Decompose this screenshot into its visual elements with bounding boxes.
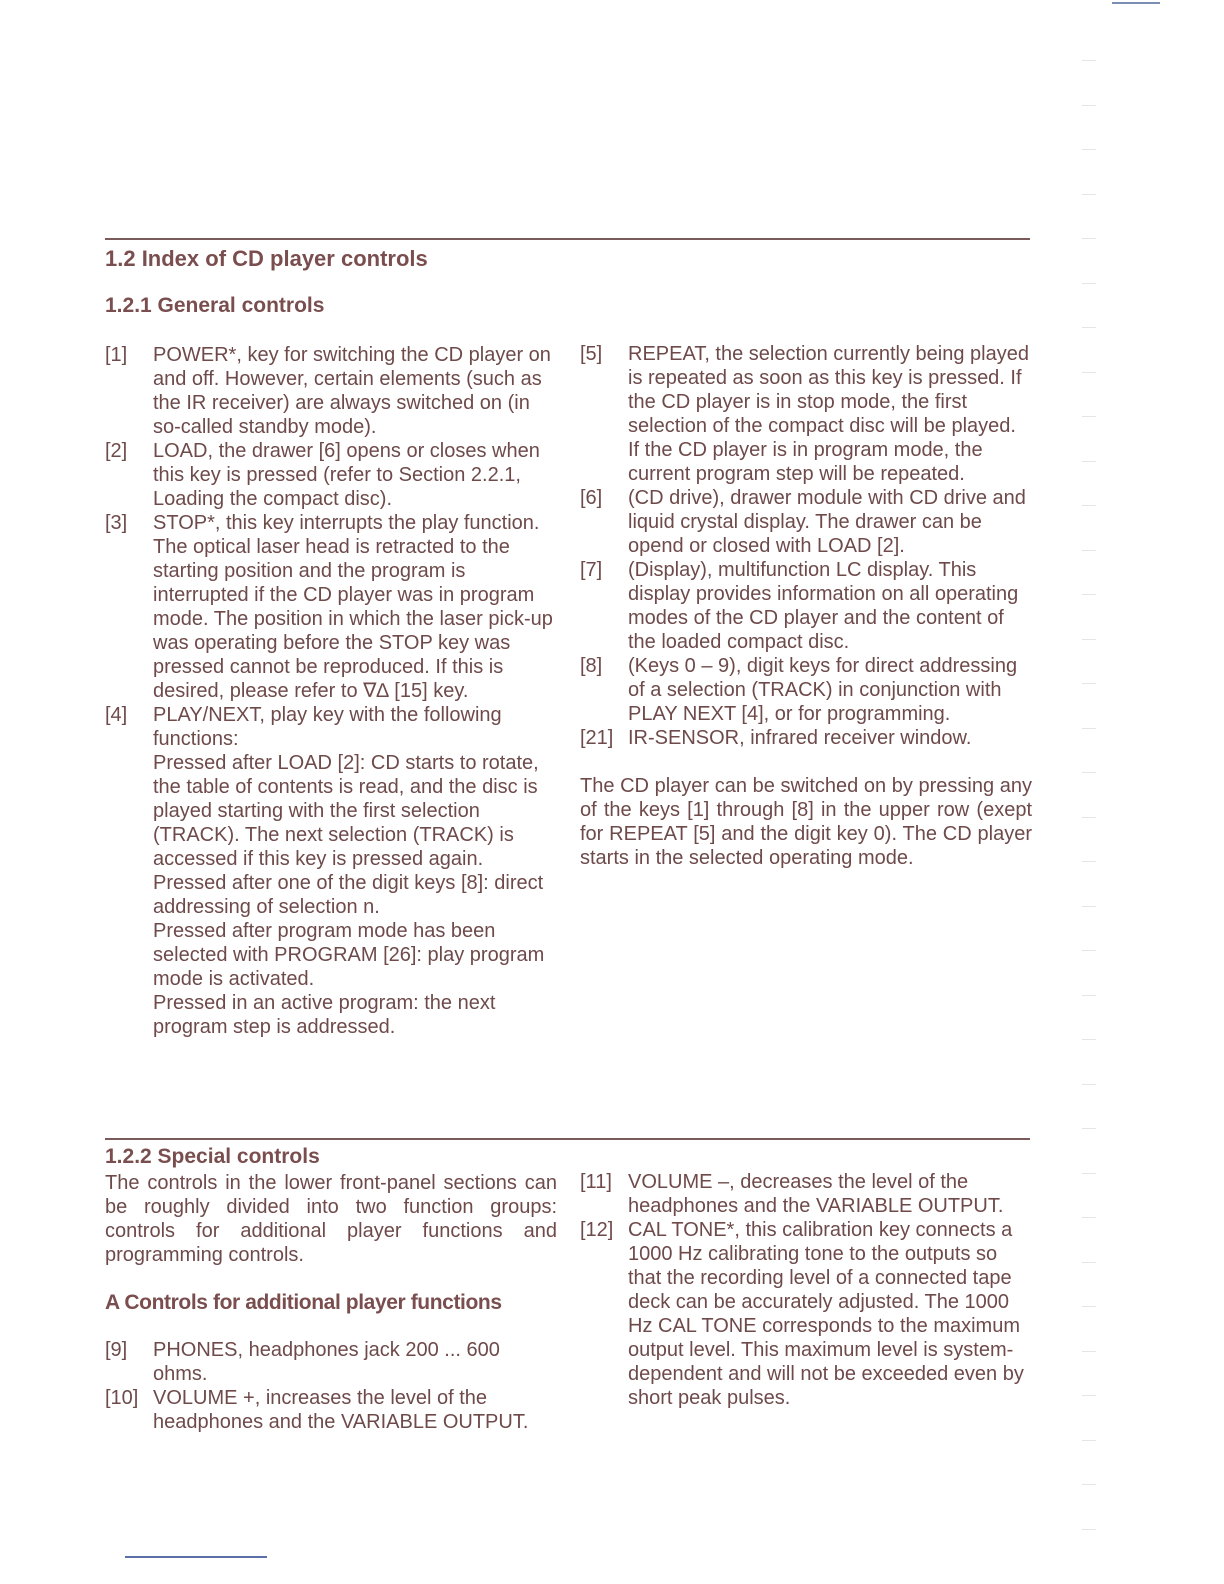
- margin-tick: [1082, 1084, 1096, 1085]
- special-controls-heading: 1.2.2 Special controls: [105, 1145, 320, 1168]
- control-description: [153, 511, 560, 703]
- control-item: [105, 511, 560, 703]
- margin-tick: [1082, 1128, 1096, 1129]
- margin-tick: [1082, 1351, 1096, 1352]
- scan-mark-top: [1112, 2, 1160, 4]
- description-line: Pressed after LOAD [2]: CD starts to rotate, the table of contents is read, and the disc is played starting with the first selection (TRACK). The next selection (TRACK) is accessed if this key is pressed again.: [153, 752, 539, 870]
- description-line: Pressed after one of the digit keys [8]: direct addressing of selection n.: [153, 872, 544, 918]
- general-controls-heading: 1.2.1 General controls: [105, 294, 325, 317]
- control-number: [6]: [580, 487, 603, 509]
- control-description: [628, 726, 1032, 750]
- margin-tick: [1082, 906, 1096, 907]
- margin-tick: [1082, 105, 1096, 106]
- description-line: IR-SENSOR, infrared receiver window.: [628, 727, 972, 749]
- general-right-list: [580, 342, 1032, 750]
- control-description: [153, 1386, 557, 1434]
- control-item: [580, 1170, 1032, 1218]
- description-line: VOLUME +, increases the level of the headphones and the VARIABLE OUTPUT.: [153, 1387, 529, 1433]
- special-intro: The controls in the lower front-panel sections can be roughly divided into two function groups: controls for additional player functions and programming controls.: [105, 1172, 557, 1266]
- margin-tick: [1082, 1484, 1096, 1485]
- margin-tick: [1082, 995, 1096, 996]
- margin-tick: [1082, 60, 1096, 61]
- control-item: [105, 703, 560, 1039]
- margin-tick: [1082, 639, 1096, 640]
- margin-tick: [1082, 149, 1096, 150]
- control-description: [628, 558, 1032, 654]
- margin-tick: [1082, 1217, 1096, 1218]
- control-item: [105, 439, 560, 511]
- description-line: CAL TONE*, this calibration key connects a 1000 Hz calibrating tone to the outputs so that the recording level of a connected tape deck can be accurately adjusted. The 1000 Hz CAL TONE corresponds to the maximum output level. This maximum level is system-dependent and will not be exceeded even by short peak pulses.: [628, 1219, 1024, 1409]
- control-item: [105, 1338, 557, 1386]
- section-title: 1.2 Index of CD player controls: [105, 246, 428, 271]
- control-description: [153, 703, 560, 1039]
- control-number: [10]: [105, 1387, 139, 1409]
- description-line: PHONES, headphones jack 200 ... 600 ohms.: [153, 1339, 500, 1385]
- margin-tick: [1082, 950, 1096, 951]
- margin-tick: [1082, 550, 1096, 551]
- control-number: [3]: [105, 512, 128, 534]
- margin-tick: [1082, 1529, 1096, 1530]
- control-item: [580, 726, 1032, 750]
- description-line: Pressed after program mode has been selected with PROGRAM [26]: play program mode is activated.: [153, 920, 545, 990]
- margin-tick: [1082, 1440, 1096, 1441]
- control-description: [153, 1338, 557, 1386]
- margin-tick: [1082, 238, 1096, 239]
- section-rule-special: [105, 1138, 1030, 1140]
- control-item: [580, 558, 1032, 654]
- margin-tick: [1082, 1039, 1096, 1040]
- control-description: [628, 342, 1032, 486]
- scan-mark-bottom: [125, 1556, 267, 1558]
- control-item: [105, 1386, 557, 1434]
- general-left-column: [105, 343, 560, 1039]
- special-right-column: [580, 1170, 1032, 1410]
- control-number: [11]: [580, 1171, 612, 1193]
- description-line: PLAY/NEXT, play key with the following functions:: [153, 704, 502, 750]
- description-line: (Keys 0 – 9), digit keys for direct addressing of a selection (TRACK) in conjunction with PLAY NEXT [4], or for programming.: [628, 655, 1018, 725]
- description-line: (Display), multifunction LC display. This display provides information on all operating modes of the CD player and the content of the loaded compact disc.: [628, 559, 1019, 653]
- margin-tick: [1082, 861, 1096, 862]
- description-line: POWER*, key for switching the CD player on and off. However, certain elements (such as the IR receiver) are always switched on (in so-called standby mode).: [153, 344, 551, 438]
- description-line: STOP*, this key interrupts the play function. The optical laser head is retracted to the starting position and the program is interrupted if the CD player was in program mode. The position in which the laser pick-up was operating before the STOP key was pressed cannot be reproduced. If this is desired, please refer to ∇∆ [15] key.: [153, 512, 553, 702]
- description-line: (CD drive), drawer module with CD drive and liquid crystal display. The drawer can be opend or closed with LOAD [2].: [628, 487, 1026, 557]
- control-description: [153, 343, 560, 439]
- margin-tick: [1082, 505, 1096, 506]
- control-number: [2]: [105, 440, 128, 462]
- description-line: VOLUME –, decreases the level of the headphones and the VARIABLE OUTPUT.: [628, 1171, 1004, 1217]
- margin-tick: [1082, 772, 1096, 773]
- margin-tick: [1082, 372, 1096, 373]
- section-rule-top: [105, 238, 1030, 240]
- description-line: Pressed in an active program: the next program step is addressed.: [153, 992, 496, 1038]
- control-number: [4]: [105, 704, 128, 726]
- margin-tick: [1082, 817, 1096, 818]
- margin-tick: [1082, 728, 1096, 729]
- control-description: [628, 486, 1032, 558]
- control-number: [1]: [105, 344, 128, 366]
- margin-tick: [1082, 594, 1096, 595]
- special-left-column: [105, 1171, 557, 1434]
- control-item: [105, 343, 560, 439]
- control-description: [628, 654, 1032, 726]
- additional-functions-heading: A Controls for additional player functions: [105, 1291, 502, 1314]
- margin-tick: [1082, 1173, 1096, 1174]
- margin-tick: [1082, 1395, 1096, 1396]
- margin-tick: [1082, 1262, 1096, 1263]
- control-number: [9]: [105, 1339, 128, 1361]
- control-description: [628, 1218, 1032, 1410]
- control-number: [7]: [580, 559, 603, 581]
- control-number: [8]: [580, 655, 603, 677]
- margin-tick: [1082, 327, 1096, 328]
- margin-tick: [1082, 683, 1096, 684]
- control-description: [628, 1170, 1032, 1218]
- control-item: [580, 1218, 1032, 1410]
- special-left-list: [105, 1338, 557, 1434]
- control-number: [12]: [580, 1219, 614, 1241]
- margin-tick: [1082, 416, 1096, 417]
- control-description: [153, 439, 560, 511]
- margin-tick: [1082, 194, 1096, 195]
- margin-tick: [1082, 1306, 1096, 1307]
- general-right-column: [580, 342, 1032, 870]
- margin-tick: [1082, 461, 1096, 462]
- margin-tick: [1082, 283, 1096, 284]
- control-number: [21]: [580, 727, 614, 749]
- control-item: [580, 654, 1032, 726]
- description-line: LOAD, the drawer [6] opens or closes when this key is pressed (refer to Section 2.2.1, Loading the compact disc).: [153, 440, 540, 510]
- standby-note: The CD player can be switched on by pressing any of the keys [1] through [8] in the upper row (exept for REPEAT [5] and the digit key 0). The CD player starts in the selected operating mode.: [580, 775, 1032, 869]
- control-number: [5]: [580, 343, 603, 365]
- control-item: [580, 342, 1032, 486]
- description-line: REPEAT, the selection currently being played is repeated as soon as this key is pressed. If the CD player is in stop mode, the first selection of the compact disc will be played. If the CD player is in program mode, the current program step will be repeated.: [628, 343, 1029, 485]
- control-item: [580, 486, 1032, 558]
